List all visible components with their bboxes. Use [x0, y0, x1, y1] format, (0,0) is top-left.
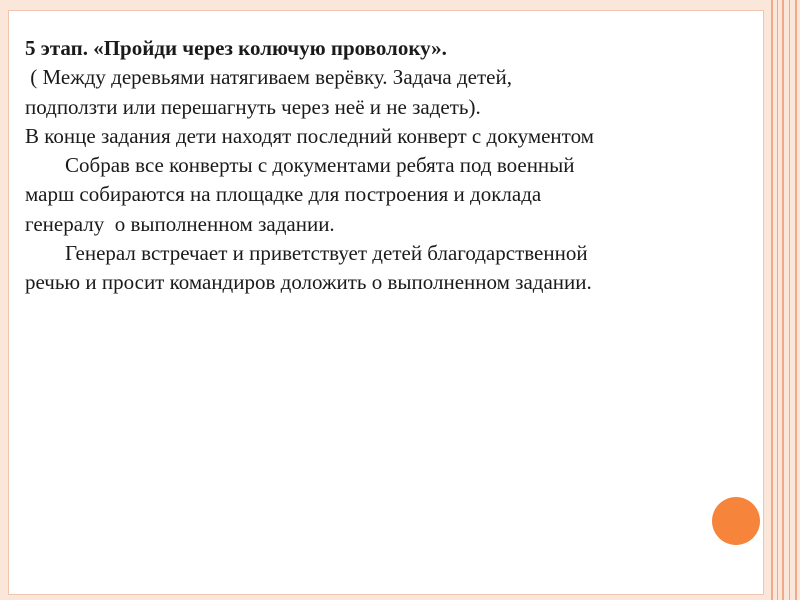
accent-circle-icon	[712, 497, 760, 545]
decor-stripe	[795, 0, 797, 600]
text-line: Генерал встречает и приветствует детей благодарственной	[65, 241, 588, 266]
decor-stripe	[777, 0, 778, 600]
slide-title: 5 этап. «Пройди через колючую проволоку».	[25, 36, 447, 60]
text-line: марш собираются на площадке для построения и доклада	[25, 182, 542, 207]
text-line: речью и просит командиров доложить о выполненном задании.	[25, 270, 592, 295]
text-line: Собрав все конверты с документами ребята под военный	[65, 153, 575, 178]
decor-stripe	[782, 0, 784, 600]
text-line: генералу о выполненном задании.	[25, 211, 335, 236]
text-line: ( Между деревьями натягиваем верёвку. Задача детей,	[25, 65, 512, 90]
text-line: подползти или перешагнуть через неё и не задеть).	[25, 94, 481, 119]
decor-stripe	[771, 0, 773, 600]
slide-content	[25, 34, 765, 298]
decor-stripe	[789, 0, 790, 600]
text-line: В конце задания дети находят последний конверт с документом	[25, 123, 594, 148]
